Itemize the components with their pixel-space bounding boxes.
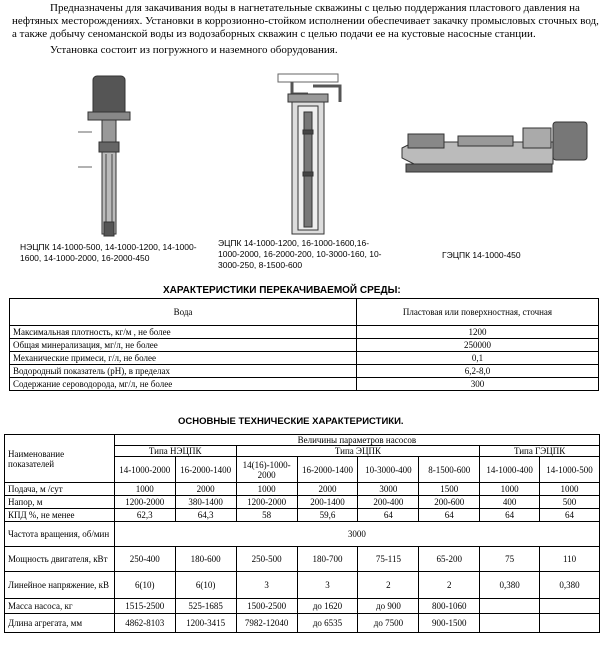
table-cell: 200-400 (358, 496, 419, 509)
table-header: 10-3000-400 (358, 457, 419, 483)
table-cell: 6(10) (175, 572, 236, 599)
table-cell: 64 (540, 509, 600, 522)
table-header: Вода (10, 299, 357, 326)
table-cell: 62,3 (114, 509, 175, 522)
table-header: 14-1000-500 (540, 457, 600, 483)
table-row (5, 547, 600, 572)
table-cell (480, 614, 540, 633)
table-cell: 3 (236, 572, 297, 599)
table-row (5, 496, 600, 509)
table-cell: 3000 (358, 483, 419, 496)
table-header: 16-2000-1400 (297, 457, 358, 483)
pump-figure-3 (398, 120, 593, 178)
table-row (10, 352, 599, 365)
table-cell: 2 (419, 572, 480, 599)
table-cell: 500 (540, 496, 600, 509)
table-cell: до 6535 (297, 614, 358, 633)
table-header: Пластовая или поверхностная, сточная (357, 299, 599, 326)
table-cell: 400 (480, 496, 540, 509)
table-row-label: Длина агрегата, мм (5, 614, 115, 633)
table-row (5, 483, 600, 496)
table-cell: 0,380 (480, 572, 540, 599)
table-cell: 1000 (114, 483, 175, 496)
table-row (5, 509, 600, 522)
table-header: 16-2000-1400 (175, 457, 236, 483)
table-cell: 59,6 (297, 509, 358, 522)
table-cell: 6,2-8,0 (357, 365, 599, 378)
table-cell: 1000 (540, 483, 600, 496)
table-header: Типа ЭЦПК (236, 446, 480, 457)
table-cell: 250000 (357, 339, 599, 352)
table-cell: 64 (358, 509, 419, 522)
table-cell: 180-600 (175, 547, 236, 572)
table-cell: 64,3 (175, 509, 236, 522)
table-cell: 250-400 (114, 547, 175, 572)
table-row-label: Подача, м /сут (5, 483, 115, 496)
table-cell: 900-1500 (419, 614, 480, 633)
table-cell: 1000 (236, 483, 297, 496)
table-cell: 200-1400 (297, 496, 358, 509)
table-header: Величины параметров насосов (114, 435, 599, 446)
table-row-label: КПД %, не менее (5, 509, 115, 522)
table-cell: 1500-2500 (236, 599, 297, 614)
table-cell: 1200-2000 (236, 496, 297, 509)
table-row (10, 326, 599, 339)
table-row (5, 599, 600, 614)
table-cell: 6(10) (114, 572, 175, 599)
table-cell: до 900 (358, 599, 419, 614)
table-cell: 1200-3415 (175, 614, 236, 633)
table-row-label: Частота вращения, об/мин (5, 522, 115, 547)
media-table (9, 298, 599, 391)
table-header: Типа НЭЦПК (114, 446, 236, 457)
table-cell: 250-500 (236, 547, 297, 572)
table-cell: 2000 (175, 483, 236, 496)
table-cell: 1500 (419, 483, 480, 496)
table-cell (540, 614, 600, 633)
table-cell: 65-200 (419, 547, 480, 572)
table-cell: 75-115 (358, 547, 419, 572)
table-cell: 0,1 (357, 352, 599, 365)
table-cell: Общая минерализация, мг/л, не более (10, 339, 357, 352)
table-row-label: Напор, м (5, 496, 115, 509)
table-cell: 2 (358, 572, 419, 599)
intro-paragraph-1: Предназначены для закачивания воды в нагнетательные скважины с целью поддержания пластового давления на нефтяных месторождениях. Установки в коррозионно-стойком исполнении обеспечивает закачку промысловых сточных вод, а также добычу сеноманской воды из водозаборных скважин с целью подачи ее на кустовые насосные станции. (12, 2, 599, 41)
table-header: 14(16)-1000-2000 (236, 457, 297, 483)
media-table-title: ХАРАКТЕРИСТИКИ ПЕРЕКАЧИВАЕМОЙ СРЕДЫ: (163, 285, 401, 296)
table-cell: 4862-8103 (114, 614, 175, 633)
table-header: 14-1000-400 (480, 457, 540, 483)
table-cell: 7982-12040 (236, 614, 297, 633)
table-row-label: Мощность двигателя, кВт (5, 547, 115, 572)
table-cell: 3000 (114, 522, 599, 547)
table-header: Типа ГЭЦПК (480, 446, 600, 457)
table-cell: 380-1400 (175, 496, 236, 509)
table-cell: Содержание сероводорода, мг/л, не более (10, 378, 357, 391)
pump-figure-1 (58, 72, 168, 240)
table-row-label: Линейное напряжение, кВ (5, 572, 115, 599)
specs-table (4, 434, 600, 633)
table-header: 14-1000-2000 (114, 457, 175, 483)
intro-paragraph-2: Установка состоит из погружного и наземного оборудования. (50, 43, 338, 56)
table-row-label: Масса насоса, кг (5, 599, 115, 614)
table-row (5, 572, 600, 599)
table-row (10, 339, 599, 352)
table-cell: 3 (297, 572, 358, 599)
table-cell: 1200-2000 (114, 496, 175, 509)
table-header: Наименование показателей (5, 435, 115, 483)
table-cell: до 1620 (297, 599, 358, 614)
table-cell: 1200 (357, 326, 599, 339)
table-cell: 58 (236, 509, 297, 522)
table-cell: 2000 (297, 483, 358, 496)
figure-caption-3: ГЭЦПК 14-1000-450 (442, 250, 521, 260)
specs-table-body (5, 483, 600, 633)
table-cell: 0,380 (540, 572, 600, 599)
table-cell: 75 (480, 547, 540, 572)
table-cell (480, 599, 540, 614)
table-cell: 1000 (480, 483, 540, 496)
table-cell: 800-1060 (419, 599, 480, 614)
figure-caption-2: ЭЦПК 14-1000-1200, 16-1000-1600,16-1000-2000, 16-2000-200, 10-3000-160, 10-3000-250, 8-1500-600 (218, 238, 382, 270)
table-header: 8-1500-600 (419, 457, 480, 483)
table-cell: 525-1685 (175, 599, 236, 614)
table-cell: Водородный показатель (pH), в пределах (10, 365, 357, 378)
table-row (5, 522, 600, 547)
table-row (5, 614, 600, 633)
table-cell (540, 599, 600, 614)
table-cell: Механические примеси, г/л, не более (10, 352, 357, 365)
table-cell: 64 (419, 509, 480, 522)
table-row (10, 299, 599, 326)
pump-figure-2 (268, 72, 350, 237)
table-cell: до 7500 (358, 614, 419, 633)
figure-caption-1: НЭЦПК 14-1000-500, 14-1000-1200, 14-1000-1600, 14-1000-2000, 16-2000-450 (20, 242, 197, 263)
table-cell: 200-600 (419, 496, 480, 509)
specs-table-title: ОСНОВНЫЕ ТЕХНИЧЕСКИЕ ХАРАКТЕРИСТИКИ. (178, 416, 404, 427)
table-cell: 1515-2500 (114, 599, 175, 614)
table-cell: Максимальная плотность, кг/м , не более (10, 326, 357, 339)
table-cell: 64 (480, 509, 540, 522)
table-cell: 300 (357, 378, 599, 391)
intro-text (12, 2, 602, 57)
table-row (10, 378, 599, 391)
table-row (10, 365, 599, 378)
table-cell: 180-700 (297, 547, 358, 572)
table-row (5, 435, 600, 446)
table-cell: 110 (540, 547, 600, 572)
